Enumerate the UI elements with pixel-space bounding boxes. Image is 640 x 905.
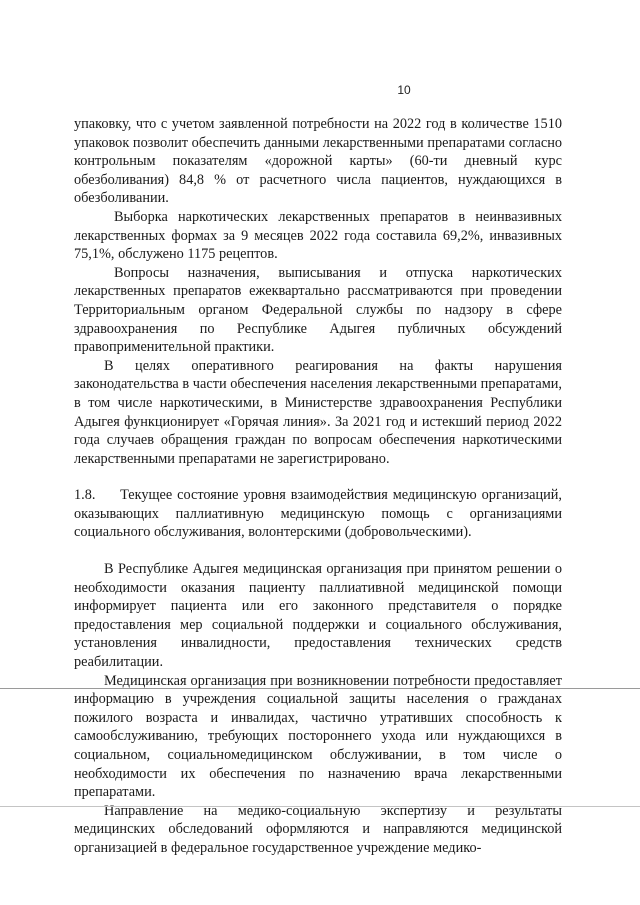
section-title: Текущее состояние уровня взаимодействия медицинскую организаций, оказывающих паллиативную медицинскую помощь с организациями социального обслуживания, волонтерскими (добровольческими). xyxy=(74,487,562,541)
section-heading xyxy=(74,486,562,542)
paragraph-medical-social-expertise: Направление на медико-социальную экспертизу и результаты медицинских обследований оформляются и направляются медицинской организацией в федеральное государственное учреждение медико- xyxy=(74,802,562,856)
scan-line-artifact-lower xyxy=(0,806,640,807)
paragraph-hotline: В целях оперативного реагирования на факты нарушения законодательства в части обеспечения населения лекарственными препаратами, в том числе наркотическими, в Министерстве здравоохранения Республики Адыгея функционирует «Горячая линия». За 2021 год и истекший период 2022 года случаев обращения граждан по вопросам обеспечения наркотическими лекарственными препаратами не зарегистрировано. xyxy=(74,357,562,467)
scan-line-artifact xyxy=(0,688,640,689)
paragraph-palliative-informing: В Республике Адыгея медицинская организация при принятом решении о необходимости оказания пациенту паллиативной медицинской помощи информирует пациента или его законного представителя о порядке предоставления мер социальной поддержки и социального обслуживания, установления инвалидности, предоставления технических средств реабилитации. xyxy=(74,561,562,671)
section-number: 1.8. xyxy=(74,487,96,504)
page-number: 10 xyxy=(397,83,411,97)
paragraph-social-protection: Медицинская организация при возникновении потребности предоставляет информацию в учреждения социальной защиты населения о гражданах пожилого возраста и инвалидах, частично утративших способность к самообслуживанию, требующих постороннего ухода или нуждающихся в социальном, социальномедицинском обслуживании, в том числе о необходимости их обеспечения по назначению врача лекарственными препаратами. xyxy=(74,672,562,801)
paragraph-narcotic-sampling: Выборка наркотических лекарственных препаратов в неинвазивных лекарственных формах за 9 месяцев 2022 года составила 69,2%, инвазивных 75,1%, обслужено 1175 рецептов. xyxy=(74,208,562,263)
paragraph-packaging: упаковку, что с учетом заявленной потребности на 2022 год в количестве 1510 упаковок позволит обеспечить данными лекарственными препаратами согласно контрольным показателям «дорожной карты» (60-ти дневный курс обезболивания) 84,8 % от расчетного числа пациентов, нуждающихся в обезболивании. xyxy=(74,116,562,207)
document-body xyxy=(74,115,562,858)
paragraph-prescribing-questions: Вопросы назначения, выписывания и отпуска наркотических лекарственных препаратов ежеквартально рассматриваются при проведении Территориальным органом Федеральной службы по надзору в сфере здравоохранения по Республике Адыгея публичных обсуждений правоприменительной практики. xyxy=(74,264,562,356)
